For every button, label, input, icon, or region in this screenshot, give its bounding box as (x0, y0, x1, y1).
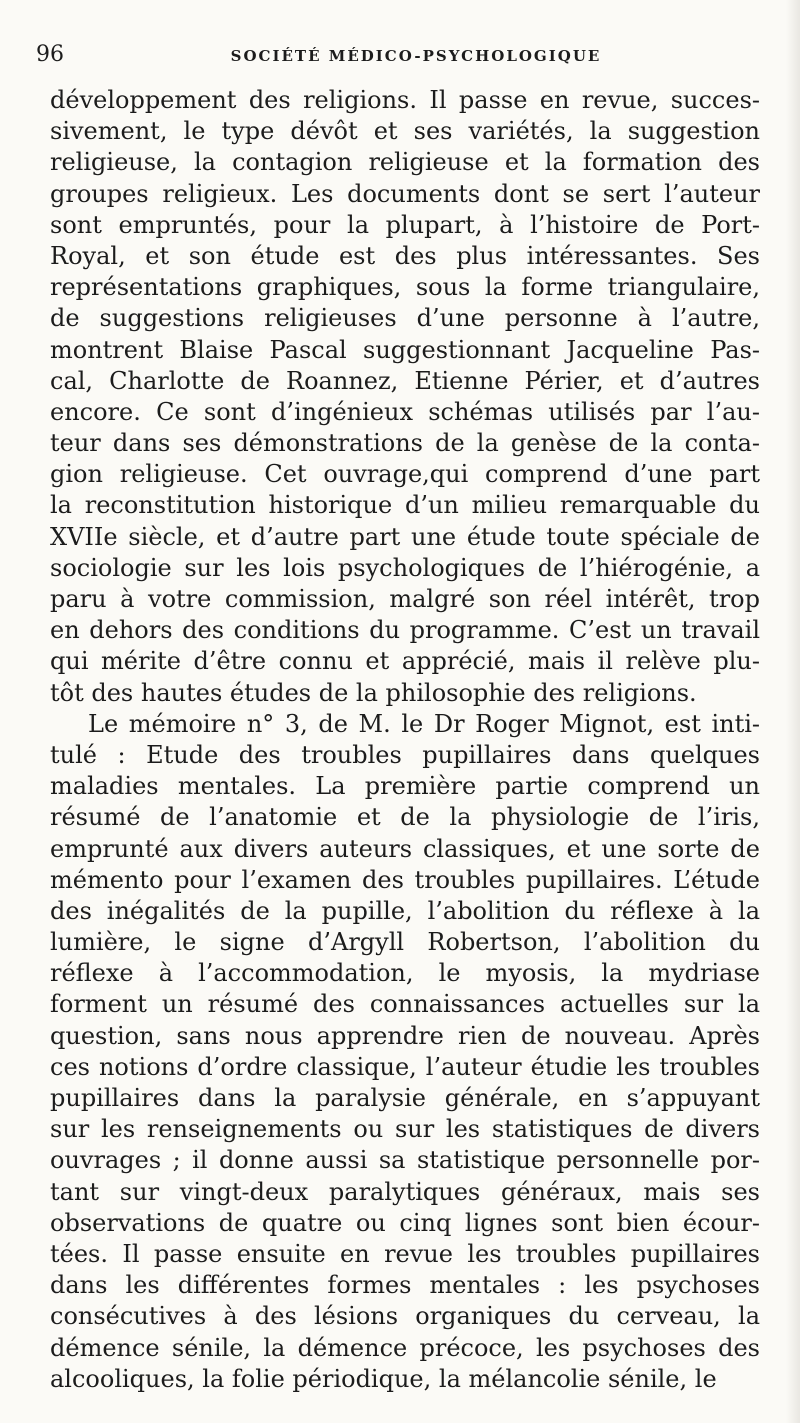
text-line: XVIIe siècle, et d’autre part une étude toute spéciale de (50, 522, 760, 551)
text-line: mémento pour l’examen des troubles pupillaires. L’étude (50, 865, 760, 894)
text-line: démence sénile, la démence précoce, les psychoses des (50, 1333, 760, 1362)
text-line: pupillaires dans la paralysie générale, en s’appuyant (50, 1084, 760, 1112)
text-line: sociologie sur les lois psychologiques de l’hiérogénie, a (50, 553, 760, 582)
text-line: sur les renseignements ou sur les statistiques de divers (50, 1115, 760, 1144)
text-line: ces notions d’ordre classique, l’auteur étudie les troubles (50, 1052, 760, 1081)
running-head (36, 42, 760, 72)
text-line: encore. Ce sont d’ingénieux schémas utilisés par l’au- (50, 397, 760, 426)
paragraph (50, 85, 760, 709)
text-line: Royal, et son étude est des plus intéressantes. Ses (50, 241, 760, 270)
body-text (50, 85, 760, 1395)
text-line: en dehors des conditions du programme. C’est un travail (50, 616, 760, 645)
text-line: cal, Charlotte de Roannez, Etienne Périer, et d’autres (50, 366, 760, 395)
text-line: des inégalités de la pupille, l’abolition du réflexe à la (50, 896, 760, 925)
text-line: représentations graphiques, sous la forme triangulaire, (50, 273, 760, 302)
text-line: tant sur vingt-deux paralytiques généraux, mais ses (50, 1177, 760, 1206)
text-line: tulé : Etude des troubles pupillaires dans quelques (50, 740, 760, 769)
paragraph (50, 709, 760, 1395)
text-line: teur dans ses démonstrations de la genèse de la conta- (50, 429, 760, 458)
text-line: religieuse, la contagion religieuse et la formation des (50, 148, 760, 177)
page-edge-shadow (786, 0, 800, 1423)
paragraph-container (50, 85, 760, 1395)
text-line: développement des religions. Il passe en revue, succes- (50, 86, 760, 114)
page-number: 96 (36, 42, 64, 67)
text-line: tées. Il passe ensuite en revue les troubles pupillaires (50, 1239, 760, 1268)
text-line: résumé de l’anatomie et de la physiologie de l’iris, (50, 803, 760, 832)
text-line: alcooliques, la folie périodique, la mélancolie sénile, le (50, 1364, 717, 1393)
running-title: SOCIÉTÉ MÉDICO-PSYCHOLOGIQUE (230, 47, 602, 65)
text-line: maladies mentales. La première partie comprend un (50, 772, 760, 801)
text-line: dans les différentes formes mentales : les psychoses (50, 1271, 760, 1300)
text-line: groupes religieux. Les documents dont se sert l’auteur (50, 179, 760, 208)
text-line: Le mémoire n° 3, de M. le Dr Roger Mignot, est inti- (88, 709, 760, 738)
text-line: de suggestions religieuses d’une personne à l’autre, (50, 304, 760, 333)
text-line: gion religieuse. Cet ouvrage,qui comprend d’une part (50, 460, 760, 489)
text-line: sont empruntés, pour la plupart, à l’histoire de Port- (50, 210, 760, 239)
text-line: sivement, le type dévôt et ses variétés, la suggestion (50, 117, 760, 146)
text-line: observations de quatre ou cinq lignes sont bien écour- (50, 1208, 760, 1237)
text-line: paru à votre commission, malgré son réel intérêt, trop (50, 585, 760, 613)
text-line: montrent Blaise Pascal suggestionnant Jacqueline Pas- (50, 335, 760, 364)
text-line: question, sans nous apprendre rien de nouveau. Après (50, 1021, 760, 1050)
text-line: consécutives à des lésions organiques du cerveau, la (50, 1302, 760, 1331)
text-line: emprunté aux divers auteurs classiques, et une sorte de (50, 834, 760, 863)
text-line: lumière, le signe d’Argyll Robertson, l’abolition du (50, 928, 760, 957)
text-line: ouvrages ; il donne aussi sa statistique personnelle por- (50, 1146, 760, 1175)
text-line: qui mérite d’être connu et apprécié, mais il relève plu- (50, 647, 760, 676)
text-line: la reconstitution historique d’un milieu remarquable du (50, 491, 760, 520)
text-line: forment un résumé des connaissances actuelles sur la (50, 990, 760, 1019)
text-line: réflexe à l’accommodation, le myosis, la mydriase (50, 959, 760, 988)
text-line: tôt des hautes études de la philosophie des religions. (50, 678, 697, 707)
